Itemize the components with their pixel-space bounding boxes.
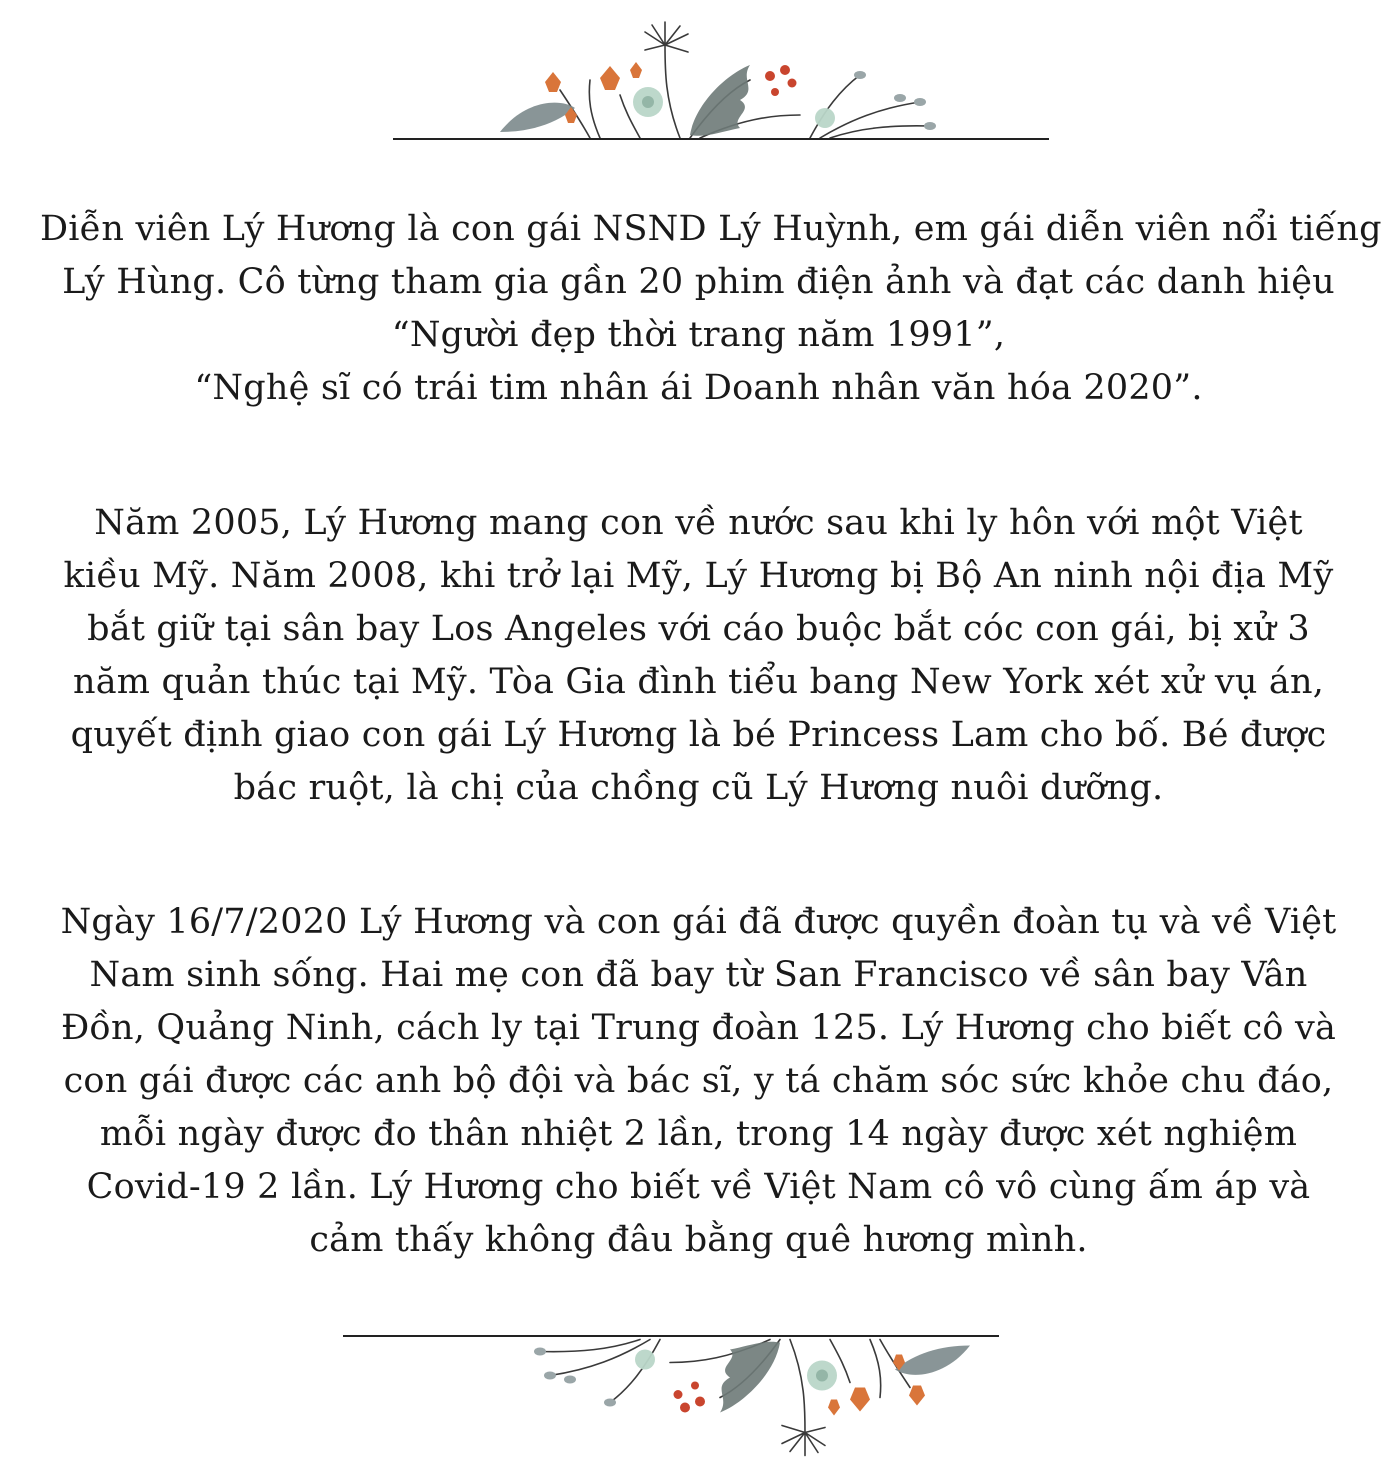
paragraph-reunion bbox=[40, 896, 1357, 1267]
text-line: Ngày 16/7/2020 Lý Hương và con gái đã được quyền đoàn tụ và về Việt bbox=[60, 902, 1337, 942]
text-line: con gái được các anh bộ đội và bác sĩ, y tá chăm sóc sức khỏe chu đáo, bbox=[63, 1061, 1334, 1101]
text-line: quyết định giao con gái Lý Hương là bé Princess Lam cho bố. Bé được bbox=[70, 715, 1327, 755]
text-line: kiều Mỹ. Năm 2008, khi trở lại Mỹ, Lý Hương bị Bộ An ninh nội địa Mỹ bbox=[63, 556, 1334, 596]
text-line: Lý Hùng. Cô từng tham gia gần 20 phim điện ảnh và đạt các danh hiệu bbox=[62, 262, 1335, 302]
text-line: Năm 2005, Lý Hương mang con về nước sau khi ly hôn với một Việt bbox=[94, 503, 1303, 543]
text-line: “Nghệ sĩ có trái tim nhân ái Doanh nhân văn hóa 2020”. bbox=[194, 368, 1203, 408]
text-line: bắt giữ tại sân bay Los Angeles với cáo buộc bắt cóc con gái, bị xử 3 bbox=[87, 609, 1310, 649]
divider-line-top bbox=[393, 138, 1049, 140]
text-line: mỗi ngày được đo thân nhiệt 2 lần, trong 14 ngày được xét nghiệm bbox=[99, 1114, 1298, 1154]
paragraph-intro bbox=[40, 203, 1382, 415]
text-line: Nam sinh sống. Hai mẹ con đã bay từ San Francisco về sân bay Vân bbox=[89, 955, 1308, 995]
text-line: “Người đẹp thời trang năm 1991”, bbox=[391, 315, 1006, 355]
text-line: năm quản thúc tại Mỹ. Tòa Gia đình tiểu bang New York xét xử vụ án, bbox=[72, 662, 1325, 702]
text-line: bác ruột, là chị của chồng cũ Lý Hương nuôi dưỡng. bbox=[233, 768, 1164, 808]
text-line: Diễn viên Lý Hương là con gái NSND Lý Huỳnh, em gái diễn viên nổi tiếng bbox=[40, 209, 1382, 249]
text-line: cảm thấy không đâu bằng quê hương mình. bbox=[309, 1220, 1088, 1260]
text-line: Covid-19 2 lần. Lý Hương cho biết về Việt Nam cô vô cùng ấm áp và bbox=[86, 1167, 1311, 1207]
floral-divider-icon bbox=[410, 1325, 1030, 1460]
floral-divider-icon bbox=[440, 20, 1060, 150]
paragraph-history bbox=[40, 497, 1357, 815]
text-line: Đồn, Quảng Ninh, cách ly tại Trung đoàn 125. Lý Hương cho biết cô và bbox=[60, 1008, 1337, 1048]
